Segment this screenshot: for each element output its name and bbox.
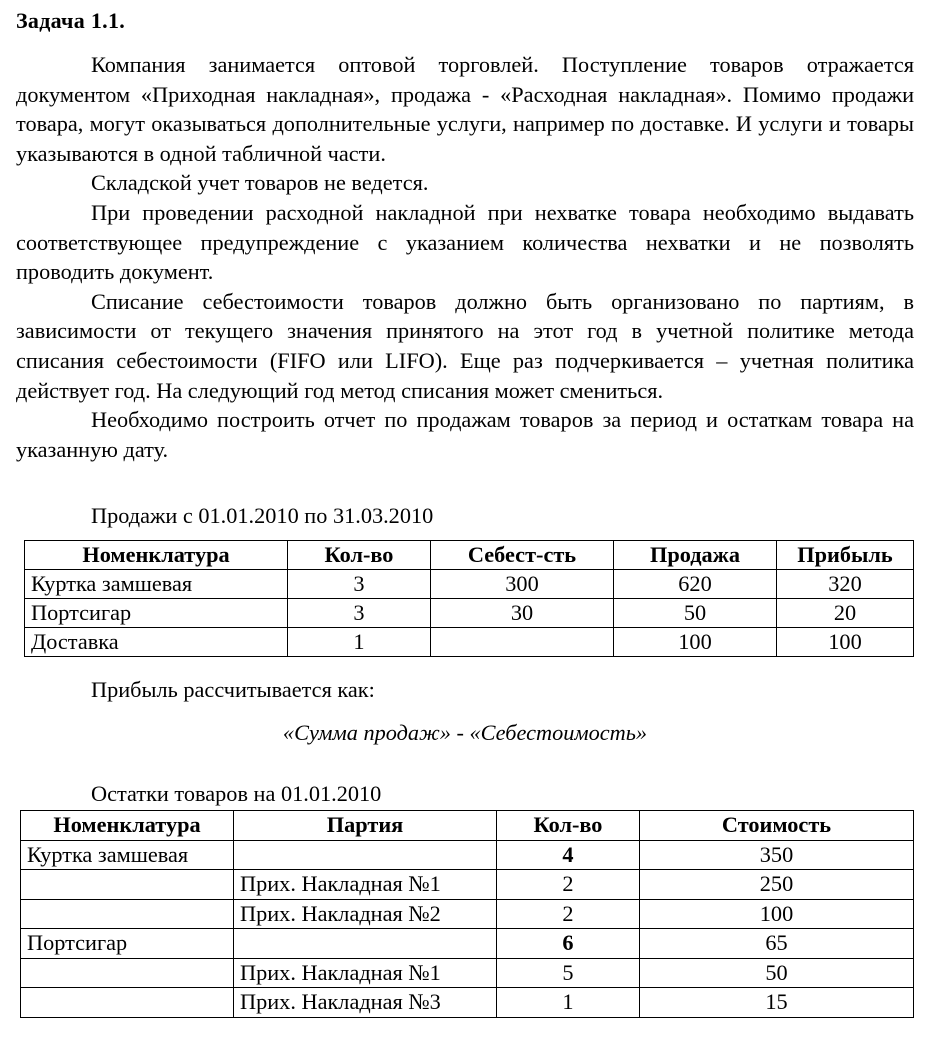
table-cell: Прих. Накладная №2 (234, 899, 497, 929)
table-cell: Куртка замшевая (25, 570, 288, 599)
table-cell (21, 870, 234, 900)
table-cell (21, 958, 234, 988)
table-cell: 2 (497, 870, 640, 900)
table-row (25, 570, 914, 599)
task-text (16, 50, 914, 464)
stock-caption: Остатки товаров на 01.01.2010 (91, 781, 382, 806)
column-header: Кол-во (288, 541, 431, 570)
table-cell: Прих. Накладная №1 (234, 958, 497, 988)
paragraph: Компания занимается оптовой торговлей. Поступление товаров отражается документом «Приходная накладная», продажа - «Расходная накладная». Помимо продажи товара, могут оказываться дополнительные услуги, например по доставке. И услуги и товары указываются в одной табличной части. (16, 52, 914, 166)
table-cell (21, 899, 234, 929)
table-row (21, 988, 914, 1018)
profit-formula: «Сумма продаж» - «Себестоимость» (282, 720, 648, 745)
table-cell: 350 (640, 840, 914, 870)
column-header: Номенклатура (21, 811, 234, 841)
table-cell: 5 (497, 958, 640, 988)
table-cell: 65 (640, 929, 914, 959)
table-cell: Портсигар (21, 929, 234, 959)
column-header: Продажа (614, 541, 777, 570)
column-header: Партия (234, 811, 497, 841)
table-cell: 3 (288, 599, 431, 628)
task-title: Задача 1.1. (16, 8, 126, 33)
column-header: Прибыль (777, 541, 914, 570)
table-cell: 320 (777, 570, 914, 599)
sales-caption: Продажи с 01.01.2010 по 31.03.2010 (91, 503, 434, 528)
column-header: Стоимость (640, 811, 914, 841)
column-header: Себест-сть (431, 541, 614, 570)
paragraph: Необходимо построить отчет по продажам товаров за период и остаткам товара на указанную дату. (16, 407, 914, 462)
table-cell: 1 (497, 988, 640, 1018)
table-cell: 300 (431, 570, 614, 599)
table-row (21, 870, 914, 900)
table-cell (21, 988, 234, 1018)
table-cell: 15 (640, 988, 914, 1018)
table-cell: 3 (288, 570, 431, 599)
table-cell: Прих. Накладная №1 (234, 870, 497, 900)
paragraph: При проведении расходной накладной при нехватке товара необходимо выдавать соответствующее предупреждение с указанием количества нехватки и не позволять проводить документ. (16, 199, 914, 285)
profit-caption: Прибыль рассчитывается как: (91, 677, 375, 702)
table-cell: Прих. Накладная №3 (234, 988, 497, 1018)
table-cell: 2 (497, 899, 640, 929)
stock-table (20, 810, 914, 1018)
column-header: Кол-во (497, 811, 640, 841)
table-cell: 620 (614, 570, 777, 599)
column-header: Номенклатура (25, 541, 288, 570)
table-cell: Доставка (25, 628, 288, 657)
table-cell: 1 (288, 628, 431, 657)
table-cell: 6 (497, 929, 640, 959)
table-row (25, 628, 914, 657)
table-cell: 50 (640, 958, 914, 988)
table-cell: 100 (614, 628, 777, 657)
table-row (21, 840, 914, 870)
table-row (21, 899, 914, 929)
table-cell: Куртка замшевая (21, 840, 234, 870)
table-cell: 20 (777, 599, 914, 628)
table-row (25, 599, 914, 628)
table-cell (234, 840, 497, 870)
table-cell: 4 (497, 840, 640, 870)
table-cell: 100 (640, 899, 914, 929)
paragraph: Складской учет товаров не ведется. (91, 170, 429, 196)
sales-table (24, 540, 914, 657)
table-cell: 250 (640, 870, 914, 900)
table-cell: Портсигар (25, 599, 288, 628)
table-cell: 100 (777, 628, 914, 657)
table-row (21, 958, 914, 988)
table-cell: 30 (431, 599, 614, 628)
table-header-row (25, 541, 914, 570)
table-cell (431, 628, 614, 657)
table-row (21, 929, 914, 959)
table-cell: 50 (614, 599, 777, 628)
table-header-row (21, 811, 914, 841)
paragraph: Списание себестоимости товаров должно быть организовано по партиям, в зависимости от текущего значения принятого на этот год в учетной политике метода списания себестоимости (FIFO или LIFO). Еще раз подчеркивается – учетная политика действует год. На следующий год метод списания может смениться. (16, 288, 914, 403)
table-cell (234, 929, 497, 959)
